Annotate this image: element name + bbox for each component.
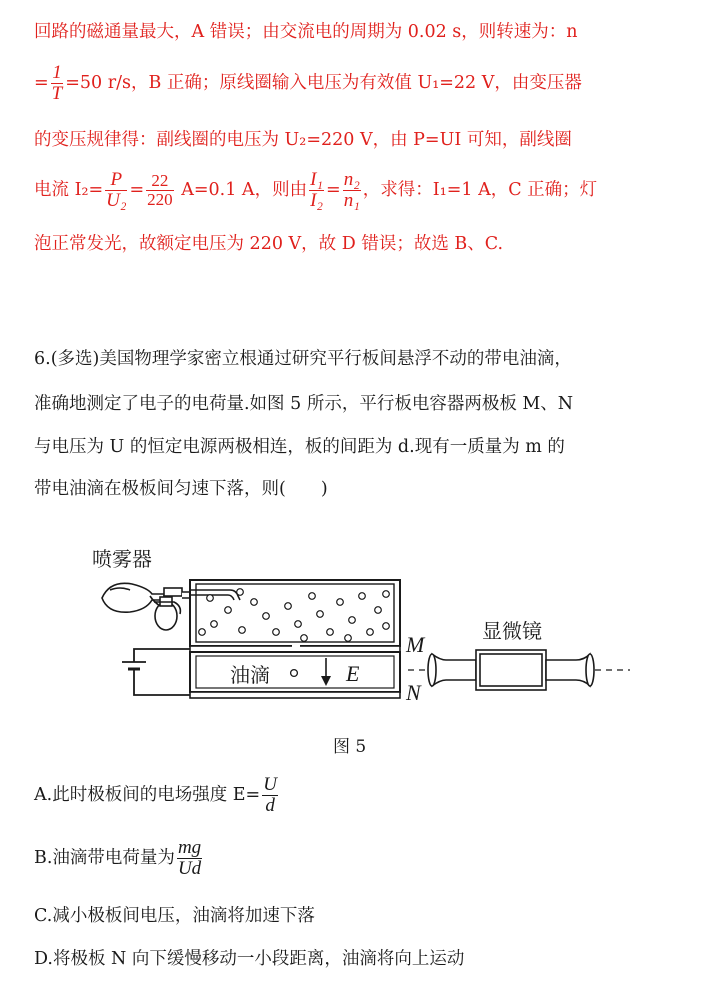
fraction-numerator: U [263,774,277,795]
fraction-numerator: 1 [52,62,62,83]
fraction-denominator: I₂ [310,189,324,211]
oil-droplet [367,629,374,636]
oil-droplet [285,603,292,610]
oil-droplet [263,613,270,620]
answer-line-2 [34,63,674,104]
sprayer-bulb-icon [102,583,182,630]
fraction-i1-over-i2 [309,170,324,211]
option-a-text: A.此时极板间的电场强度 E= [34,784,261,805]
option-b [34,838,204,879]
oil-droplet [207,595,214,602]
answer-line-4-c: A=0.1 A，则由 [181,179,308,200]
fraction-1-over-t [51,63,64,104]
answer-line-4-b: = [129,179,145,200]
fraction-numerator: n₂ [343,169,360,190]
microscope-icon [428,650,594,690]
oil-droplet [337,599,344,606]
oil-droplet [383,591,390,598]
oil-droplet [383,623,390,630]
oil-droplet [239,627,246,634]
oil-drop-label: 油滴 [230,663,270,687]
plate-n [190,692,400,698]
oil-droplet [375,607,382,614]
battery-icon [122,649,190,695]
question-line-3: 与电压为 U 的恒定电源两极相连，板的间距为 d.现有一质量为 m 的 [34,437,565,457]
fraction-u-over-d [262,775,278,816]
oil-droplet [295,621,302,628]
answer-line-4-a: 电流 I₂= [34,179,104,200]
option-d: D.将极板 N 向下缓慢移动一小段距离，油滴将向上运动 [34,949,465,969]
option-c: C.减小极板间电压，油滴将加速下落 [34,906,315,926]
answer-line-3: 的变压规律得：副线圈的电压为 U₂=220 V，由 P=UI 可知，副线圈 [34,130,572,150]
answer-line-2-pre: = [34,72,49,93]
fraction-denominator: Ud [177,857,202,879]
oil-droplet [301,635,308,642]
option-b-text: B.油滴带电荷量为 [34,847,175,868]
oil-droplet [317,611,324,618]
fraction-numerator: 22 [146,172,174,191]
answer-line-4-e: ，求得：I₁=1 A，C 正确；灯 [362,179,598,200]
microscope-label: 显微镜 [482,619,542,643]
oil-droplet [225,607,232,614]
question-line-4: 带电油滴在极板间匀速下落，则( ) [34,479,328,499]
oil-droplet [327,629,334,636]
oil-droplet [237,589,244,596]
fraction-numerator: P [105,170,127,191]
figure-caption: 图 5 [333,737,367,757]
oil-drop [291,670,298,677]
fraction-numerator: mg [177,837,202,858]
question-line-2: 准确地测定了电子的电荷量.如图 5 所示，平行板电容器两极板 M、N [34,394,574,414]
answer-line-4 [34,170,674,211]
field-label: E [346,661,360,686]
answer-line-5: 泡正常发光，故额定电压为 220 V，故 D 错误；故选 B、C. [34,234,504,254]
sprayer-label: 喷雾器 [92,547,152,571]
oil-droplet [349,617,356,624]
question-line-1: 6.(多选)美国物理学家密立根通过研究平行板间悬浮不动的带电油滴， [34,349,572,369]
fraction-denominator: U₂ [106,189,127,211]
answer-line-2-post: =50 r/s，B 正确；原线圈输入电压为有效值 U₁=22 V，由变压器 [65,72,582,93]
answer-line-4-d: = [326,179,341,200]
fraction-denominator: 220 [147,189,173,209]
oil-droplet [359,593,366,600]
millikan-apparatus-figure [90,540,630,720]
oil-droplet [251,599,258,606]
oil-droplet [345,635,352,642]
option-a [34,775,280,816]
fraction-numerator: I₁ [310,169,324,190]
fraction-mg-over-ud [177,838,202,879]
fraction-p-over-u2 [105,170,127,211]
oil-droplet [309,593,316,600]
plate-m-label: M [406,632,425,657]
answer-line-1: 回路的磁通量最大，A 错误；由交流电的周期为 0.02 s，则转速为：n [34,22,578,42]
oil-droplet [199,629,206,636]
oil-droplet [211,621,218,628]
fraction-22-over-220 [146,172,174,209]
oil-droplet [273,629,280,636]
fraction-n2-over-n1 [343,170,361,211]
fraction-denominator: d [265,794,275,816]
fraction-denominator: T [51,82,63,104]
fraction-denominator: n₁ [343,189,360,211]
plate-n-label: N [406,680,421,705]
